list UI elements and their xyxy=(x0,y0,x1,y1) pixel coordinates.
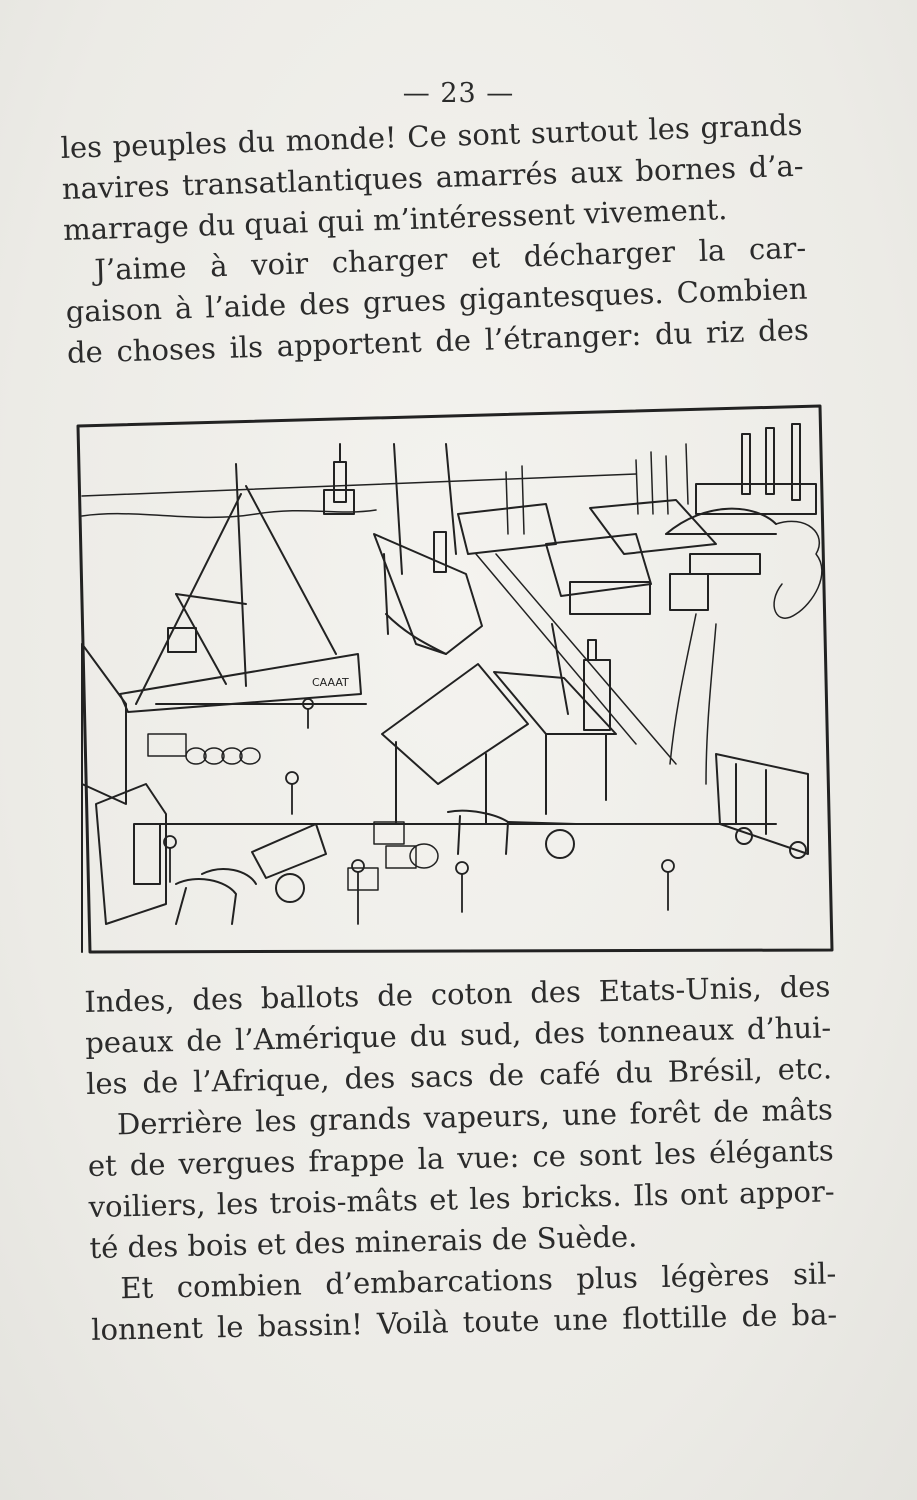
text-line: Indes, des ballots de coton des Etats-Unis, des xyxy=(84,969,831,1019)
text-line: peaux de l’Amérique du sud, des tonneaux d’hui- xyxy=(84,1010,832,1060)
horizon-line xyxy=(82,474,636,496)
harbour-illustration xyxy=(76,404,834,954)
left-warehouse xyxy=(82,644,166,952)
text-line: de choses ils apportent de l’étranger: du riz des xyxy=(66,312,810,370)
workers xyxy=(164,699,674,924)
text-line: té des bois et des minerais de Suède. xyxy=(89,1219,638,1265)
text-line: Et combien d’embarcations plus légères sil- xyxy=(120,1256,837,1306)
quay-warehouses xyxy=(458,500,716,614)
text-block-bottom xyxy=(84,966,838,1351)
railway-tracks xyxy=(476,554,716,784)
rail-wagon xyxy=(716,754,808,858)
text-line: J’aime à voir charger et décharger la car- xyxy=(93,230,807,287)
text-line: et de vergues frappe la vue: ce sont les élégants xyxy=(87,1133,835,1183)
text-line: Derrière les grands vapeurs, une forêt de mâts xyxy=(116,1092,834,1142)
horse-cart xyxy=(176,824,326,924)
text-line: lonnent le bassin! Voilà toute une flottille de ba- xyxy=(90,1297,838,1347)
horse-carriage xyxy=(448,811,576,858)
text-line: marrage du quai qui m’intéressent vivement. xyxy=(62,192,728,247)
smoke xyxy=(774,521,822,618)
page-number: — 23 — xyxy=(402,78,515,109)
ship-name-label: CAAAT xyxy=(312,676,349,689)
train-shed xyxy=(666,509,776,610)
text-line: gaison à l’aide des grues gigantesques. Combien xyxy=(65,271,808,329)
lighthouse xyxy=(324,444,354,514)
illustration-frame xyxy=(78,406,832,952)
text-block-top xyxy=(60,105,809,374)
text-line: les de l’Afrique, des sacs de café du Brésil, etc. xyxy=(85,1051,833,1101)
text-line: navires transatlantiques amarrés aux bornes d’a- xyxy=(61,148,805,206)
background-masts xyxy=(506,444,688,534)
text-line: les peuples du monde! Ce sont surtout les grands xyxy=(60,107,803,165)
factory-chimneys xyxy=(696,424,816,514)
text-line: voiliers, les trois-mâts et les bricks. Ils ont appor- xyxy=(88,1174,835,1224)
cargo-shed xyxy=(382,664,616,824)
